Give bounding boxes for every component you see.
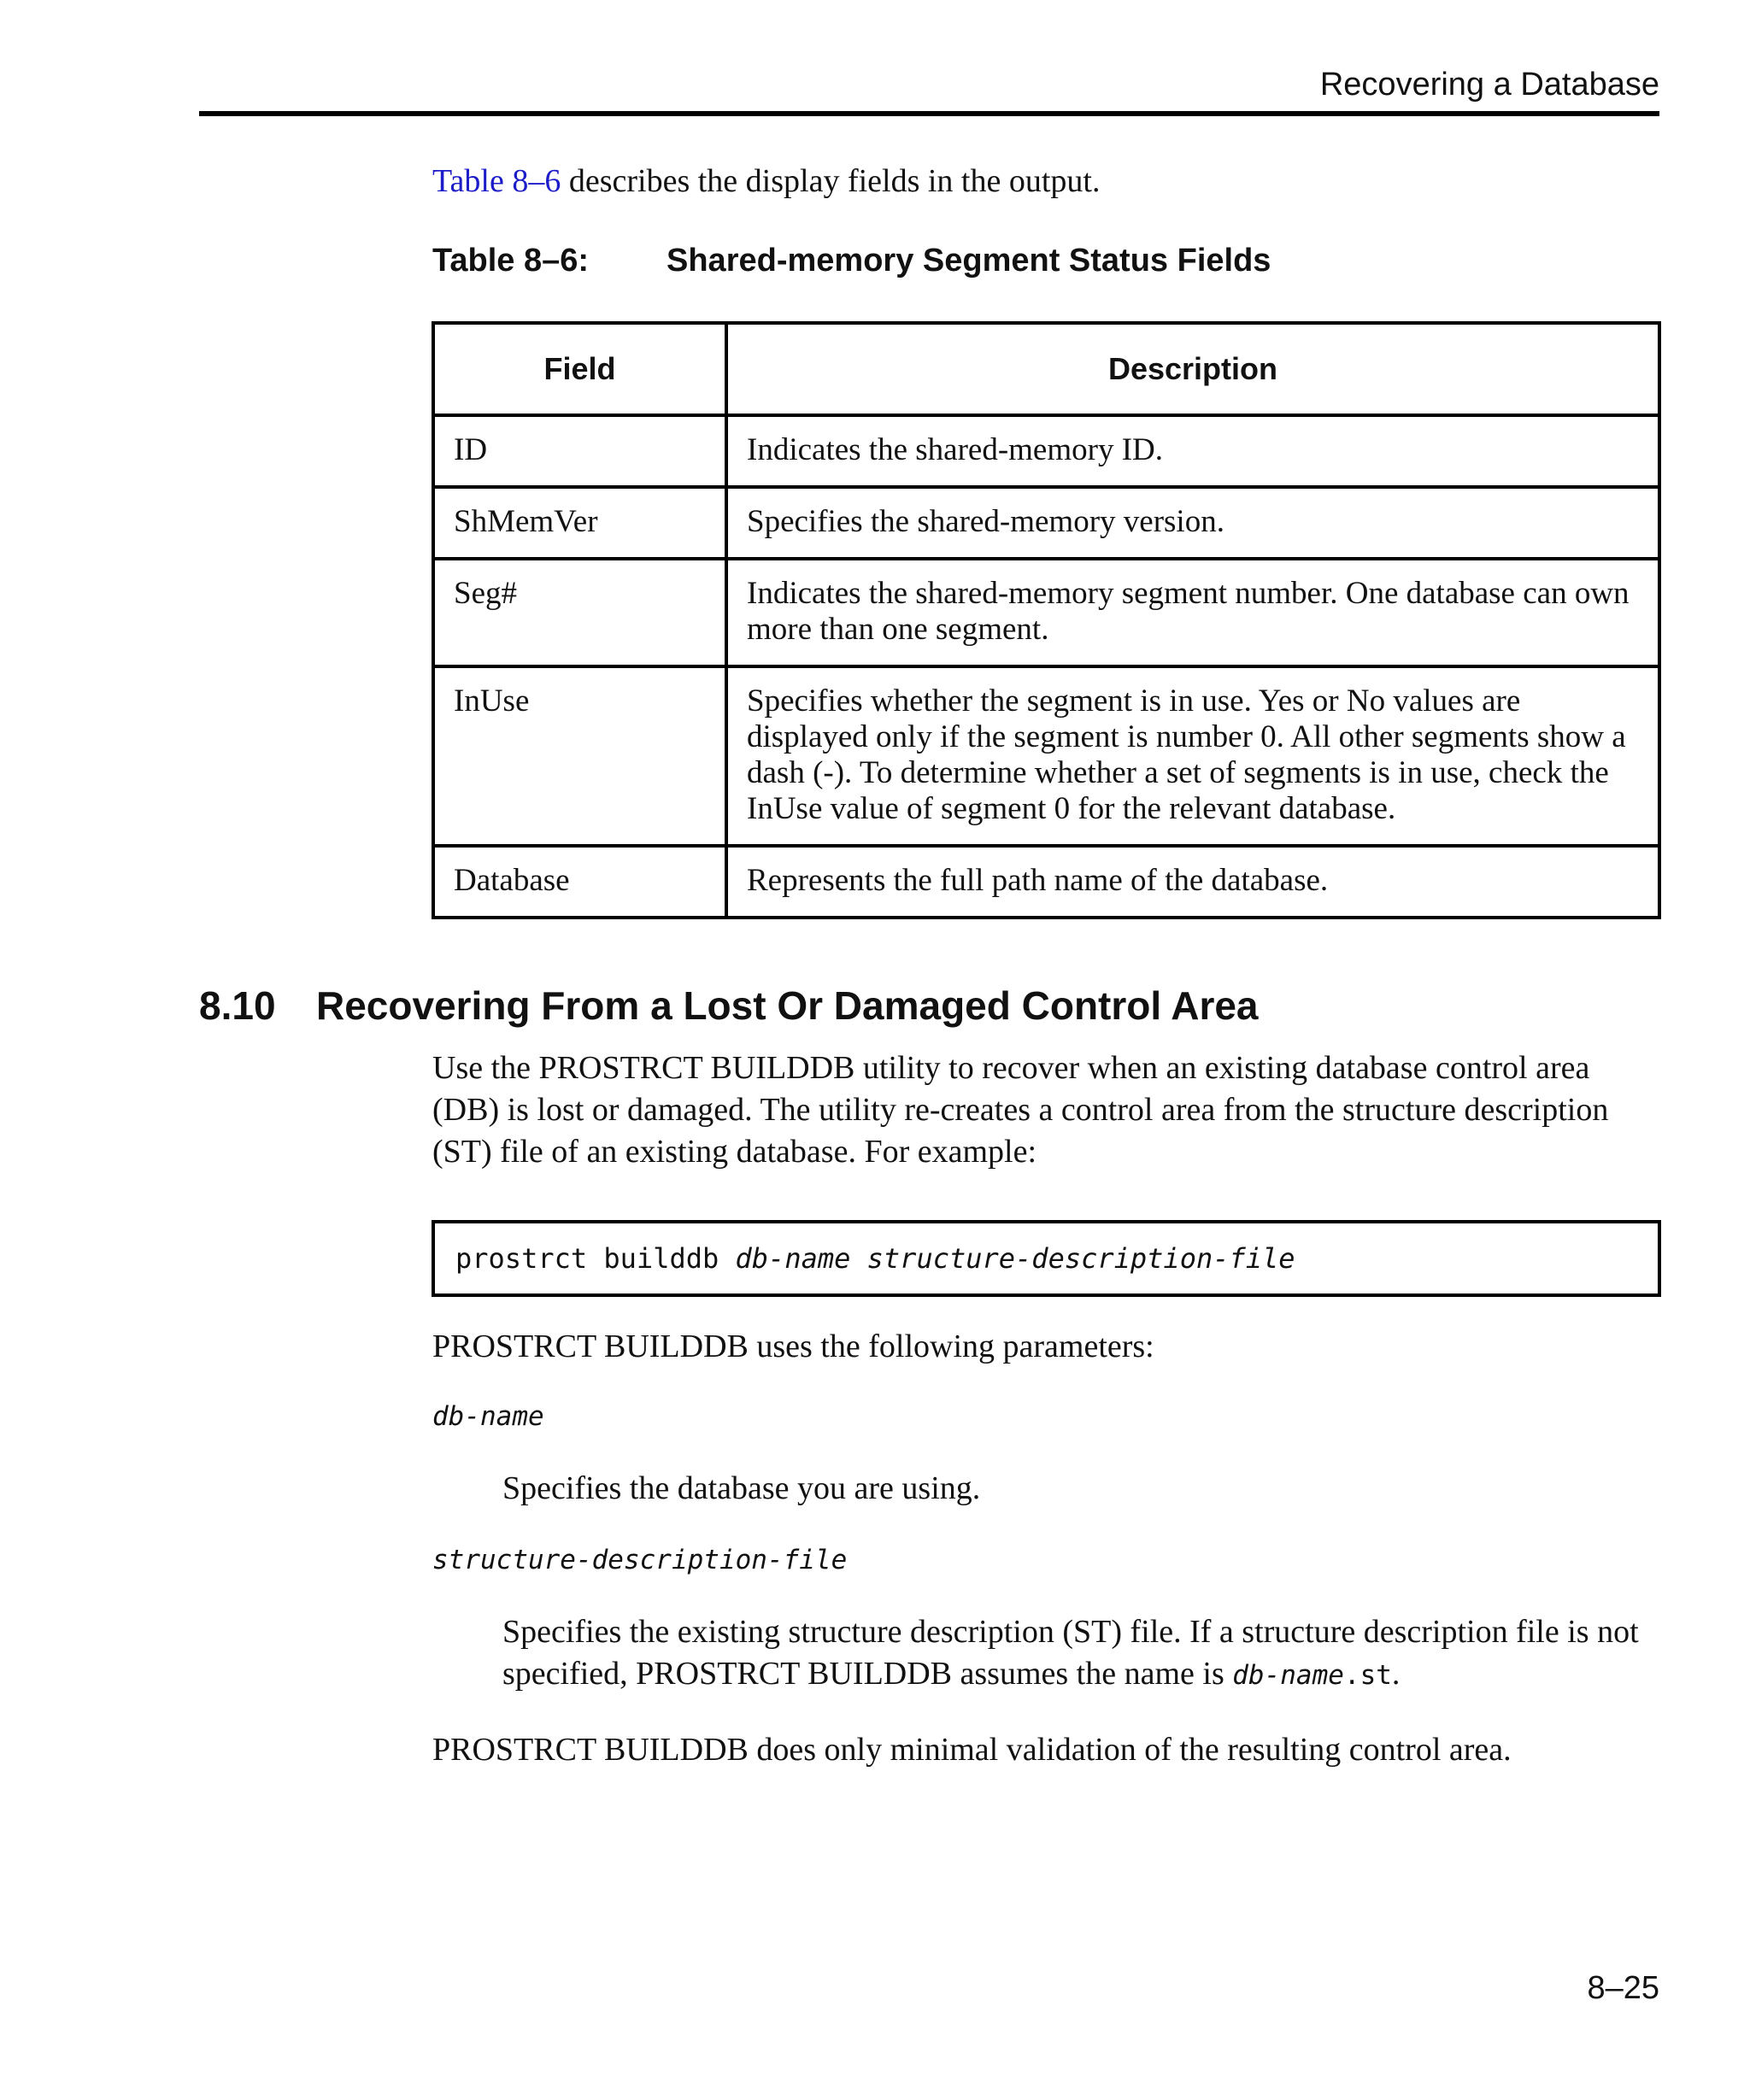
intro-text: describes the display fields in the output.	[561, 163, 1101, 199]
parameters-intro: PROSTRCT BUILDDB uses the following parameters:	[432, 1329, 1154, 1364]
code-space	[850, 1242, 866, 1275]
code-command: prostrct builddb	[455, 1242, 736, 1275]
table-caption-number: Table 8–6:	[432, 243, 590, 279]
parameter-description-db-name: Specifies the database you are using.	[502, 1470, 981, 1506]
code-line	[455, 1242, 1295, 1275]
code-arg-db-name: db-name	[735, 1242, 851, 1275]
table-row	[433, 846, 1659, 918]
param2-desc-text: Specifies the existing structure description (ST) file. If a structure description file is not specified, PROSTRCT BUILDDB assumes the name is	[502, 1614, 1639, 1692]
column-header-description: Description	[726, 323, 1659, 415]
table-header-row	[433, 323, 1659, 415]
section-number: 8.10	[199, 983, 276, 1028]
table-row	[433, 559, 1659, 666]
section-paragraph: Use the PROSTRCT BUILDDB utility to recover when an existing database control area (DB) is lost or damaged. The utility re-creates a control area from the structure description (ST) file of an existing database. For example:	[432, 1050, 1609, 1170]
parameter-description-structure-file	[502, 1611, 1665, 1697]
section-heading	[199, 983, 1259, 1029]
column-header-field: Field	[433, 323, 726, 415]
table-caption	[432, 243, 1271, 279]
field-cell: ShMemVer	[433, 487, 726, 559]
description-cell: Indicates the shared-memory ID.	[726, 415, 1659, 487]
table-cross-reference-link[interactable]: Table 8–6	[432, 163, 561, 199]
parameter-name-structure-file: structure-description-file	[432, 1545, 848, 1575]
running-header: Recovering a Database	[1319, 67, 1659, 103]
field-cell: ID	[433, 415, 726, 487]
description-cell: Specifies whether the segment is in use. Yes or No values are displayed only if the segment is number 0. All other segments show a dash (-). To determine whether a set of segments is in use, check the InUse value of segment 0 for the relevant database.	[726, 666, 1659, 846]
table-row	[433, 666, 1659, 846]
field-cell: Database	[433, 846, 726, 918]
intro-paragraph	[432, 161, 1100, 202]
table-row	[433, 487, 1659, 559]
status-fields-table	[432, 321, 1661, 919]
description-cell: Represents the full path name of the database.	[726, 846, 1659, 918]
code-arg-structure-file: structure-description-file	[866, 1242, 1295, 1275]
table-row	[433, 415, 1659, 487]
inline-code-extension: .st	[1343, 1660, 1392, 1691]
param2-desc-end: .	[1391, 1656, 1401, 1692]
description-cell: Specifies the shared-memory version.	[726, 487, 1659, 559]
inline-code-db-name: db-name	[1232, 1660, 1344, 1691]
header-rule	[199, 111, 1659, 116]
description-cell: Indicates the shared-memory segment number. One database can own more than one segment.	[726, 559, 1659, 666]
field-cell: Seg#	[433, 559, 726, 666]
section-title: Recovering From a Lost Or Damaged Control Area	[316, 983, 1259, 1028]
parameter-name-db-name: db-name	[432, 1401, 544, 1432]
closing-paragraph: PROSTRCT BUILDDB does only minimal validation of the resulting control area.	[432, 1732, 1512, 1768]
table-caption-title: Shared-memory Segment Status Fields	[667, 243, 1271, 279]
page-number: 8–25	[1587, 1970, 1659, 2006]
code-example-box	[432, 1220, 1661, 1297]
field-cell: InUse	[433, 666, 726, 846]
